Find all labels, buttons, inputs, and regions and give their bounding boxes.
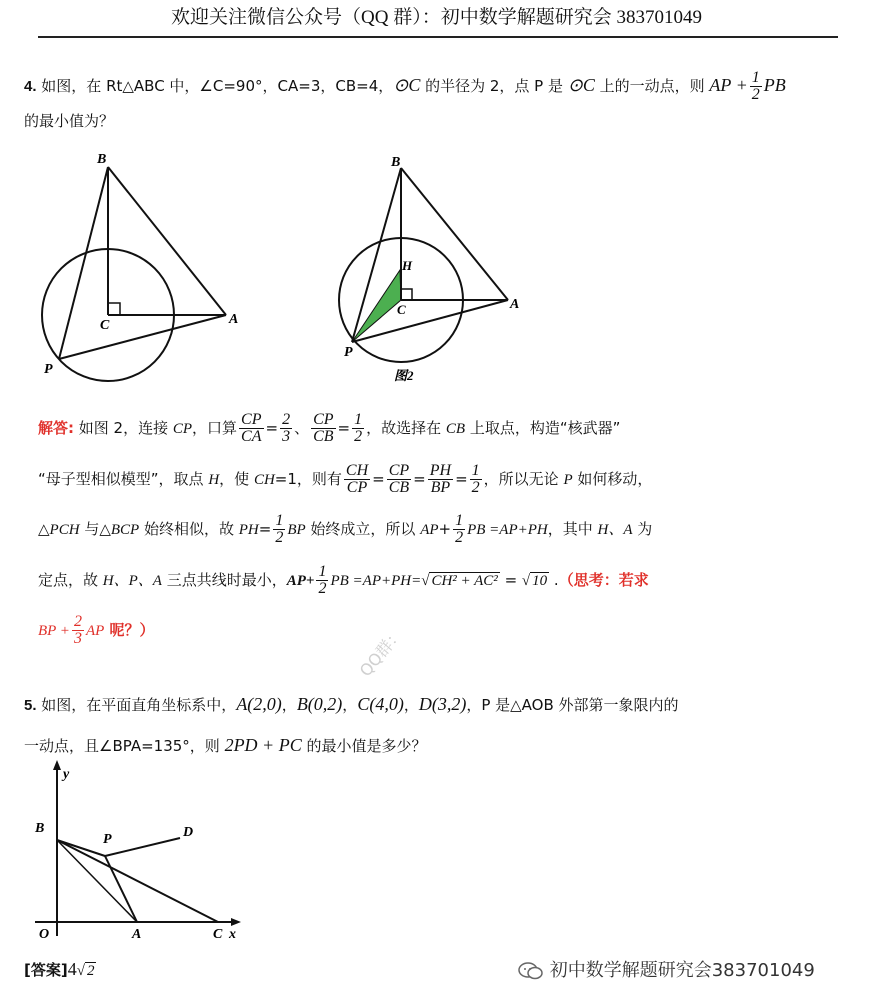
fig3-segment-pd (105, 838, 180, 856)
fraction-2-3-b: $\frac{2}{3}$ (73, 613, 82, 647)
q4-expr-ap: AP + (709, 75, 748, 95)
fig3-y-arrow (53, 760, 61, 770)
solution-math: H、A (597, 522, 633, 538)
solution-text: 上取点，构造“核武器” (465, 419, 621, 437)
solution-line-3 (38, 513, 652, 546)
q5-point-b: B(0,2) (296, 694, 343, 714)
solution-text: “母子型相似模型”，取点 (38, 470, 209, 488)
solution-text: 始终成立，所以 (305, 520, 421, 538)
fig1-label-b: B (97, 152, 107, 167)
q4-text-a: 如图，在 Rt△ABC 中，∠C=90°，CA=3，CB=4， (41, 77, 394, 95)
solution-text: ，故选择在 (366, 419, 446, 437)
figure-3-coordinate-plane (25, 758, 255, 943)
solution-math: H (208, 472, 220, 488)
solution-label: 解答: (38, 419, 74, 437)
footer-brand-text: 初中数学解题研究会383701049 (549, 960, 815, 981)
answer-label: [答案] (24, 961, 68, 979)
q4-line-1 (24, 70, 786, 103)
solution-text: 为 (632, 520, 653, 538)
fraction-half-c: $\frac{1}{2}$ (318, 563, 327, 597)
solution-text: 始终相似，故 (139, 520, 239, 538)
solution-math: AP+ (286, 573, 315, 589)
fig3-label-y: y (63, 767, 70, 782)
fraction-ch-cp: $\frac{CH}{CP}$ (345, 462, 369, 496)
solution-math: CP (172, 421, 193, 437)
solution-math: PB =AP+PH (467, 522, 548, 538)
fig1-segment-ba (108, 167, 226, 315)
fraction-cp-cb: $\frac{CP}{CB}$ (313, 411, 334, 445)
answer-line (24, 958, 96, 982)
fig1-label-p: P (44, 362, 53, 377)
solution-math: CH (253, 472, 275, 488)
solution-text: 、 (294, 419, 310, 437)
solution-text: ，使 (219, 470, 254, 488)
fraction-half-b: $\frac{1}{2}$ (455, 512, 464, 546)
figure-1 (30, 145, 250, 390)
q5-text: 一动点，且∠BPA=135°，则 (24, 737, 225, 755)
q5-point-d: D(3,2) (418, 694, 467, 714)
solution-math: PH (238, 522, 259, 538)
q5-text: 的最小值是多少？ (301, 737, 427, 755)
solution-text: . (549, 571, 559, 589)
header-divider (38, 36, 838, 38)
solution-text: 三点共线时最小， (161, 571, 287, 589)
solution-math: P (563, 472, 573, 488)
fig3-x-arrow (231, 918, 241, 926)
fraction-half-a: $\frac{1}{2}$ (275, 512, 284, 546)
q5-text: ， (342, 696, 358, 714)
q4-circle-c: ⊙C (393, 75, 421, 95)
q4-text-c: 上的一动点，则 (594, 77, 710, 95)
solution-line-4 (38, 564, 649, 597)
solution-math: BCP (110, 522, 140, 538)
q5-text: ， (403, 696, 419, 714)
answer-coef: 4 (67, 959, 77, 979)
q4-expr-pb: PB (763, 75, 786, 95)
fig2-label-p: P (344, 345, 353, 360)
q4-line-2: 的最小值为？ (24, 112, 115, 130)
answer-sqrt: √ 2 (76, 963, 95, 979)
fig3-label-o: O (39, 927, 50, 942)
fig1-label-c: C (100, 318, 110, 333)
solution-line-1: 解答: 如图 2，连接 CP，口算 $\frac{CP}{CA}$ = $\frac{2}{3}$ 、 $\frac{CP}{CB}$ = $\frac{1}{2}$ ，故选择在 CB 上取点，构造“核武器” (38, 411, 621, 445)
page-header: 欢迎关注微信公众号（QQ 群）：初中数学解题研究会 383701049 (171, 7, 702, 28)
q5-number: 5. (24, 697, 37, 714)
fig2-segment-ba (401, 168, 508, 300)
q5-point-c: C(4,0) (357, 694, 404, 714)
fraction-cp-cb-2: $\frac{CP}{CB}$ (388, 462, 410, 496)
fig2-label-h: H (402, 258, 413, 273)
solution-text: 如图 2，连接 (74, 419, 173, 437)
fig1-segment-pa (59, 315, 226, 359)
solution-math: CB (445, 421, 466, 437)
solution-text: = (258, 520, 272, 538)
q5-line-1 (24, 693, 679, 717)
solution-text: ，其中 (547, 520, 598, 538)
solution-text: = (499, 571, 522, 589)
q5-text: ，P 是△AOB 外部第一象限内的 (466, 696, 679, 714)
q5-text: 如图，在平面直角坐标系中， (41, 696, 237, 714)
solution-math: PB =AP+PH= (330, 573, 422, 589)
figure-2 (330, 150, 530, 390)
sqrt-10: √ 10 (521, 573, 548, 589)
fig3-label-x: x (229, 927, 236, 942)
fig3-label-a: A (132, 927, 142, 942)
q4-circle-c-2: ⊙C (567, 75, 595, 95)
q4-half-fraction: $\frac{1}{2}$ (751, 69, 760, 103)
solution-text: △ (38, 520, 50, 538)
fraction-cp-ca: $\frac{CP}{CA}$ (241, 411, 262, 445)
q5-line-2 (24, 734, 427, 757)
fig2-label-a: A (510, 297, 520, 312)
solution-text: ，口算 (192, 419, 238, 437)
solution-text: + (438, 520, 452, 538)
wechat-icon (518, 961, 544, 981)
q4-text-b: 的半径为 2，点 P 是 (420, 77, 568, 95)
q5-expr: 2PD + PC (224, 735, 302, 755)
fraction-1-2-b: $\frac{1}{2}$ (471, 462, 480, 496)
think-prompt: （思考：若求 (558, 571, 649, 589)
qq-watermark: QQ群： (355, 624, 408, 681)
fig2-right-angle (401, 289, 412, 300)
footer-brand (518, 956, 815, 982)
solution-text: 如何移动， (572, 470, 653, 488)
solution-math: BP (287, 522, 306, 538)
solution-math: PCH (49, 522, 80, 538)
sqrt-ch-ac: √ CH² + AC² (421, 573, 498, 589)
fig3-label-p: P (103, 832, 112, 847)
think-math: BP + (38, 623, 70, 639)
fig2-label-b: B (391, 155, 401, 170)
fraction-1-2: $\frac{1}{2}$ (354, 411, 363, 445)
think-math: AP (85, 623, 105, 639)
q5-point-a: A(2,0) (236, 694, 282, 714)
q5-text: ， (281, 696, 297, 714)
solution-text: =1，则有 (274, 470, 342, 488)
solution-text: ，所以无论 (483, 470, 564, 488)
fig1-label-a: A (229, 312, 239, 327)
fig2-label-c: C (397, 302, 406, 317)
fraction-2-3: $\frac{2}{3}$ (282, 411, 291, 445)
q4-number: 4. (24, 78, 37, 95)
fig3-segment-pa (105, 856, 137, 922)
solution-math: AP (420, 522, 439, 538)
fig3-segment-bc (57, 840, 218, 922)
fraction-ph-bp: $\frac{PH}{BP}$ (429, 462, 452, 496)
solution-math: H、P、A (102, 573, 162, 589)
solution-text: 与△ (79, 520, 111, 538)
solution-line-2: “母子型相似模型”，取点 H，使 CH=1，则有 $\frac{CH}{CP}$ = $\frac{CP}{CB}$ = $\frac{PH}{BP}$ = $\frac{1}{2}$ ，所以无论 P 如何移动， (38, 462, 653, 496)
fig3-label-d: D (183, 825, 194, 840)
fig2-caption: 图2 (394, 368, 414, 383)
fig1-right-angle (108, 303, 120, 315)
solution-line-5 (38, 614, 155, 647)
fig3-label-c: C (213, 927, 223, 942)
think-text: 呢？） (104, 621, 155, 639)
solution-text: 定点，故 (38, 571, 103, 589)
fig3-label-b: B (35, 821, 45, 836)
